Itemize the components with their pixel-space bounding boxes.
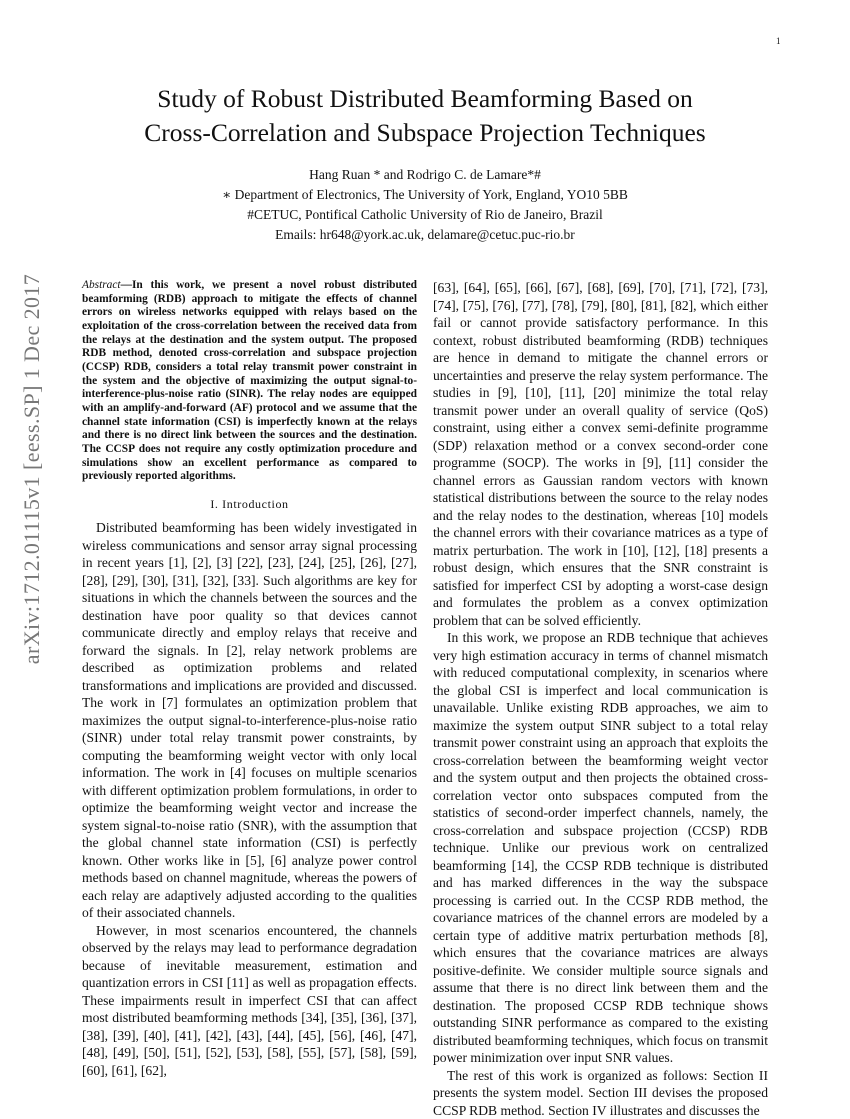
intro-paragraph-2-continued: [63], [64], [65], [66], [67], [68], [69], [70], [71], [72], [73], [74], [75], [76], [77], [78], [79], [80], [81], [82], which either fail or cannot provide satisfactory performance. In this context, robust distributed beamforming (RDB) techniques are hence in demand to mitigate the channel errors or uncertainties and preserve the relay system performance. The studies in [9], [10], [11], [20] minimize the total relay transmit power under an overall quality of service (QoS) constraint, using either a convex semi-definite programme (SDP) relaxation method or a convex second-order cone programme (SOCP). The works in [9], [11] consider the channel errors as Gaussian random vectors with known statistical distributions between the source to the relay nodes and the relay nodes to the destination, whereas [10] models the channel errors with their covariance matrices as a type of matrix perturbation. The work in [10], [12], [18] presents a robust design, which ensures that the SNR constraint is satisfied for imperfect CSI by adopting a worst-case design and formulates the problem as a convex optimization problem that can be solved efficiently. <box>433 279 768 629</box>
right-column <box>433 279 768 1119</box>
abstract <box>82 279 417 484</box>
author-emails: Emails: hr648@york.ac.uk, delamare@cetuc.puc-rio.br <box>0 225 850 245</box>
intro-paragraph-4: The rest of this work is organized as follows: Section II presents the system model. Section III devises the proposed CCSP RDB method. Section IV illustrates and discusses the <box>433 1067 768 1119</box>
left-column <box>82 279 417 1079</box>
intro-paragraph-3: In this work, we propose an RDB technique that achieves very high estimation accuracy in terms of channel mismatch with reduced computational complexity, in scenarios where the global CSI is imperfect and local communication is unavailable. Unlike existing RDB approaches, we aim to maximize the system output SINR subject to a total relay transmit power constraint using an approach that exploits the cross-correlation between the beamforming weight vector and the system output and then projects the obtained cross-correlation vector onto subspaces computed from the statistics of second-order imperfect channels, namely, the cross-correlation and subspace projection (CCSP) RDB technique. Unlike our previous work on centralized beamforming [14], the CCSP RDB technique is distributed and has marked differences in the way the subspace processing is carried out. In the CCSP RDB method, the covariance matrices of the channel errors are modeled by a certain type of additive matrix perturbation methods [8], which ensures that the covariance matrices are always positive-definite. We consider multiple source signals and assume that there is no direct link between them and the destination. The proposed CCSP RDB technique shows outstanding SINR performance as compared to the existing distributed beamforming techniques, which focus on transmit power minimization over input SNR values. <box>433 629 768 1067</box>
affiliation-cetuc: #CETUC, Pontifical Catholic University of Rio de Janeiro, Brazil <box>0 205 850 225</box>
page-number: 1 <box>776 36 781 46</box>
arxiv-sidebar <box>14 269 50 669</box>
arxiv-identifier: arXiv:1712.01115v1 [eess.SP] 1 Dec 2017 <box>19 274 45 664</box>
title-line-2: Cross-Correlation and Subspace Projection Techniques <box>0 116 850 150</box>
section-heading-introduction: I. Introduction <box>82 496 417 514</box>
intro-paragraph-1: Distributed beamforming has been widely investigated in wireless communications and sensor array signal processing in recent years [1], [2], [3] [22], [23], [24], [25], [26], [27], [28], [29], [30], [31], [32], [33]. Such algorithms are key for situations in which the channels between the sources and the destination have poor quality so that devices cannot communicate directly and employ relays that receive and forward the signals. In [2], relay network problems are described as optimization problems and related transformations and implications are provided and discussed. The work in [7] formulates an optimization problem that maximizes the output signal-to-interference-plus-noise ratio (SINR) under total relay transmit power constraints, by computing the beamforming weight vector with only local information. The work in [4] focuses on multiple scenarios with different optimization problem formulations, in order to optimize the beamforming weight vector and increase the system signal-to-noise ratio (SNR), with the assumption that the global channel state information (CSI) is perfectly known. Other works like in [5], [6] analyze power control methods based on channel magnitude, whereas the powers of each relay are adaptively adjusted according to the qualities of their associated channels. <box>82 519 417 922</box>
author-names: Hang Ruan * and Rodrigo C. de Lamare*# <box>0 165 850 185</box>
title-line-1: Study of Robust Distributed Beamforming Based on <box>0 82 850 116</box>
abstract-text: —In this work, we present a novel robust distributed beamforming (RDB) approach to mitigate the effects of channel errors on wireless networks equipped with relays based on the exploitation of the cross-correlation between the received data from the relays at the destination and the system output. The proposed RDB method, denoted cross-correlation and subspace projection (CCSP) RDB, considers a total relay transmit power constraint in the system and the objective of maximizing the output signal-to-interference-plus-noise ratio (SINR). The relay nodes are equipped with an amplify-and-forward (AF) protocol and we assume that the channel state information (CSI) is imperfectly known at the relays and there is no direct link between the sources and the destination. The CCSP does not require any costly optimization procedure and simulations show an excellent performance as compared to previously reported algorithms. <box>82 279 417 482</box>
affiliation-york: ∗ Department of Electronics, The University of York, England, YO10 5BB <box>0 185 850 205</box>
paper-title <box>0 82 850 150</box>
intro-paragraph-2: However, in most scenarios encountered, the channels observed by the relays may lead to performance degradation because of inevitable measurement, estimation and quantization errors in CSI [11] as well as propagation effects. These impairments result in imperfect CSI that can affect most distributed beamforming methods [34], [35], [36], [37], [38], [39], [40], [41], [42], [43], [44], [45], [56], [46], [47], [48], [49], [50], [51], [52], [53], [58], [55], [57], [58], [59], [60], [61], [62], <box>82 922 417 1080</box>
abstract-label: Abstract <box>82 279 121 291</box>
author-block <box>0 165 850 245</box>
